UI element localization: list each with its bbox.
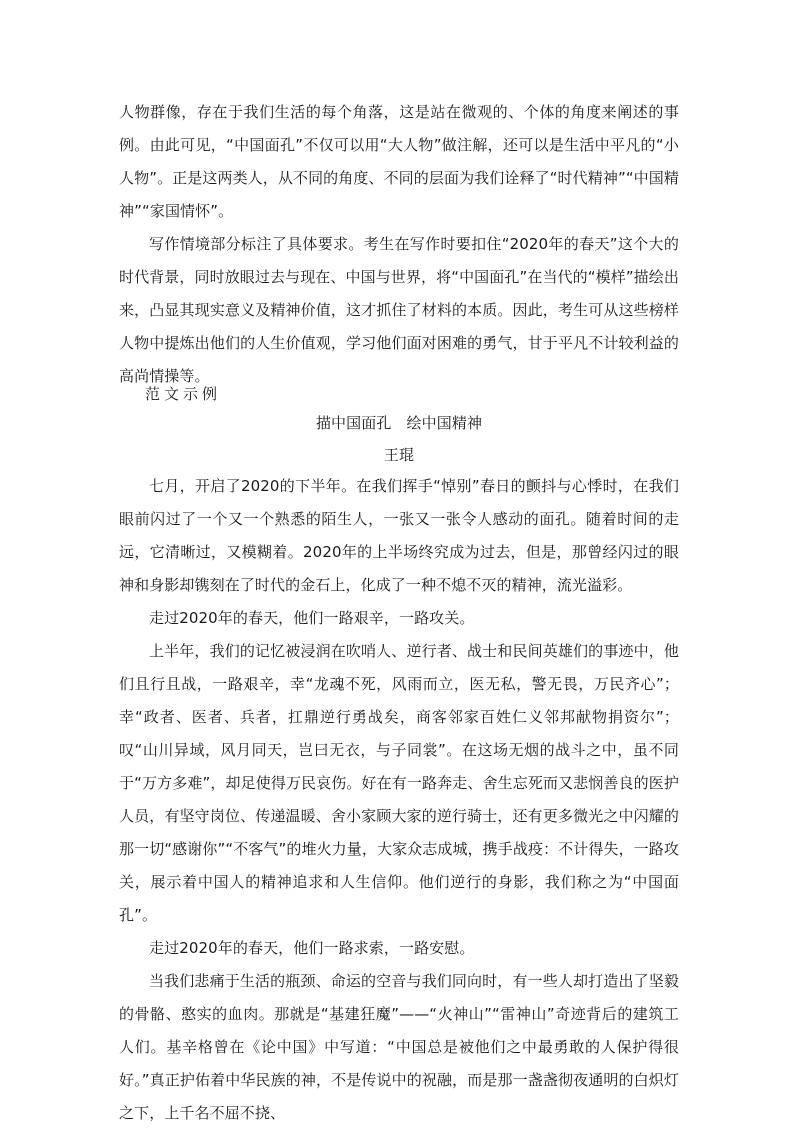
analysis-paragraph-2: 写作情境部分标注了具体要求。考生在写作时要扣住“2020年的春天”这个大的时代背景，同时放眼过去与现在、中国与世界，将“中国面孔”在当代的“模样”描绘出来，凸显其现实意义及精神价值，这才抓住了材料的本质。因此，考生可从这些榜样人物中提炼出他们的人生价值观，学习他们面对困难的勇气，甘于平凡不计较利益的高尚情操等。 (119, 235, 679, 385)
sample-label: 范文示例 (145, 385, 222, 403)
analysis-section (119, 96, 679, 393)
essay-author: 王琨 (383, 446, 415, 464)
essay-paragraph: 上半年，我们的记忆被浸润在吹哨人、逆行者、战士和民间英雄们的事迹中，他们且行且战，一路艰辛，幸“龙魂不死，风雨而立，医无私，警无畏，万民齐心”；幸“政者、医者、兵者，扛鼎逆行勇战矣，商客邻家百姓仁义邻邦献物捐资尔”；叹“山川异域，风月同天，岂曰无衣，与子同裳”。在这场无烟的战斗之中，虽不同于“万方多难”，却足使得万民哀伤。好在有一路奔走、舍生忘死而又悲悯善良的医护人员，有坚守岗位、传递温暖、舍小家顾大家的逆行骑士，还有更多微光之中闪耀的那一切“感谢你”“不客气”的堆火力量，大家众志成城，携手战疫：不计得失，一路攻关，展示着中国人的精神追求和人生信仰。他们逆行的身影，我们称之为“中国面孔”。 (119, 642, 679, 924)
analysis-paragraph-1: 人物群像，存在于我们生活的每个角落，这是站在微观的、个体的角度来阐述的事例。由此可见，“中国面孔”不仅可以用“大人物”做注解，还可以是生活中平凡的“小人物”。正是这两类人，从不同的角度、不同的层面为我们诠释了“时代精神”“中国精神”“家国情怀”。 (119, 103, 679, 220)
essay-paragraph: 七月，开启了2020的下半年。在我们挥手“悼别”春日的颤抖与心悸时，在我们眼前闪过了一个又一个熟悉的陌生人，一张又一张令人感动的面孔。随着时间的走远，它清晰过，又模糊着。2020年的上半场终究成为过去，但是，那曾经闪过的眼神和身影却镌刻在了时代的金石上，化成了一种不熄不灭的精神，流光溢彩。 (119, 477, 679, 594)
essay-paragraph: 走过2020年的春天，他们一路艰辛，一路攻关。 (149, 609, 475, 627)
essay-title: 描中国面孔 绘中国精神 (315, 414, 483, 432)
essay-paragraph: 走过2020年的春天，他们一路求索，一路安慰。 (149, 939, 475, 957)
essay-paragraph: 当我们悲痛于生活的瓶颈、命运的空音与我们同向时，有一些人却打造出了坚毅的骨骼、憨实的血肉。那就是“基建狂魔”——“火神山”“雷神山”奇迹背后的建筑工人们。基辛格曾在《论中国》中写道：“中国总是被他们之中最勇敢的人保护得很好。”真正护佑着中华民族的神，不是传说中的祝融，而是那一盏盏彻夜通明的白炽灯之下，上千名不屈不挠、 (119, 972, 679, 1122)
essay-body (119, 470, 679, 1130)
